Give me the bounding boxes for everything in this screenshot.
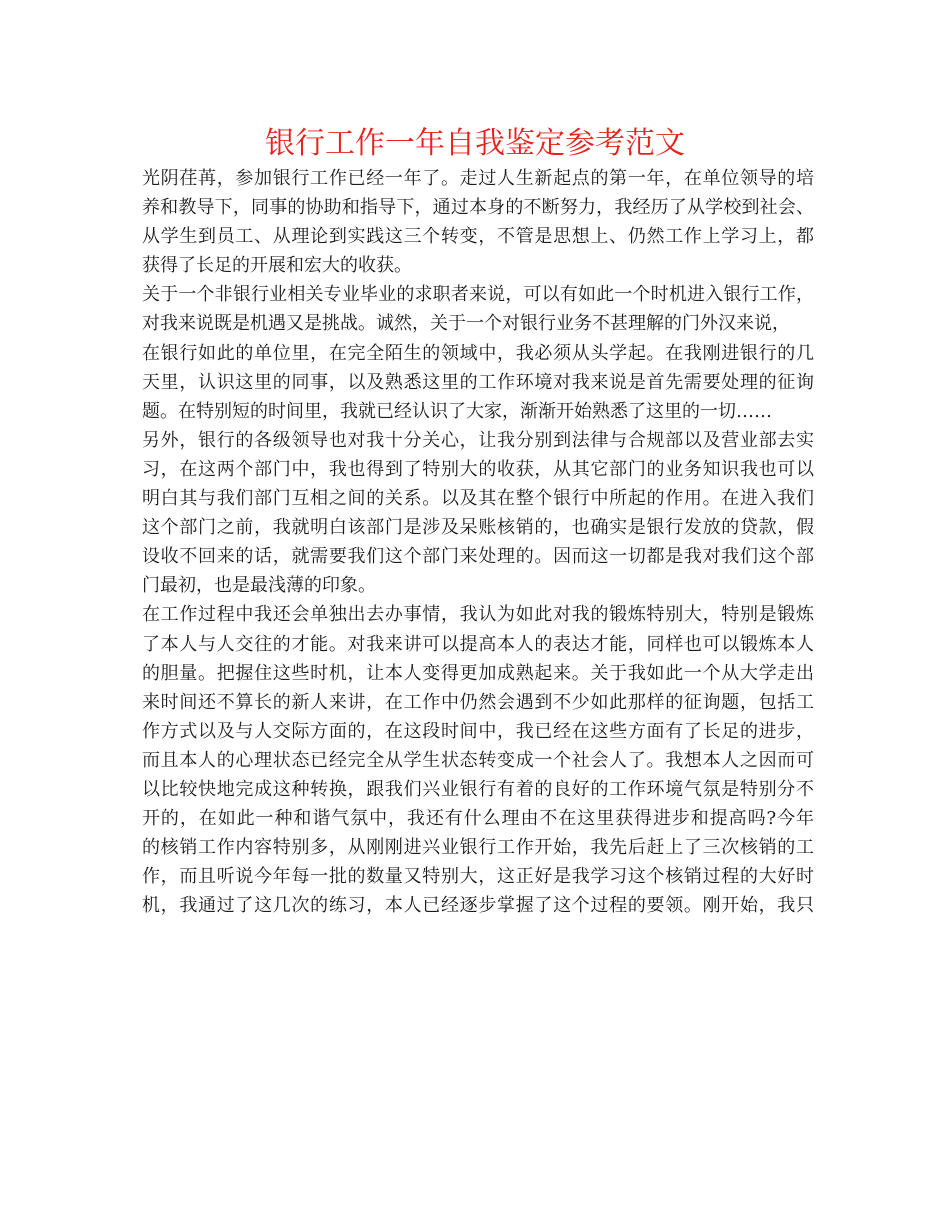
body-line: 这个部门之前，我就明白该部门是涉及呆账核销的，也确实是银行发放的贷款，假	[142, 517, 814, 539]
body-line: 天里，认识这里的同事，以及熟悉这里的工作环境对我来说是首先需要处理的征询	[142, 371, 814, 393]
body-line: 机，我通过了这几次的练习，本人已经逐步掌握了这个过程的要领。刚开始，我只	[142, 895, 814, 917]
body-line: 关于一个非银行业相关专业毕业的求职者来说，可以有如此一个时机进入银行工作，	[142, 284, 814, 306]
body-line: 的核销工作内容特别多，从刚刚进兴业银行工作开始，我先后赶上了三次核销的工	[142, 837, 814, 859]
body-line: 对我来说既是机遇又是挑战。诚然，关于一个对银行业务不甚理解的门外汉来说，	[142, 313, 790, 335]
document-body	[142, 164, 814, 920]
body-line: 了本人与人交往的才能。对我来讲可以提高本人的表达才能，同样也可以锻炼本人	[142, 633, 814, 655]
body-line: 明白其与我们部门互相之间的关系。以及其在整个银行中所起的作用。在进入我们	[142, 488, 814, 510]
document-title: 银行工作一年自我鉴定参考范文	[265, 126, 685, 161]
body-line: 习，在这两个部门中，我也得到了特别大的收获，从其它部门的业务知识我也可以	[142, 458, 814, 480]
body-line: 作，而且听说今年每一批的数量又特别大，这正好是我学习这个核销过程的大好时	[142, 866, 814, 888]
body-line: 门最初，也是最浅薄的印象。	[142, 575, 376, 597]
body-line: 光阴荏苒，参加银行工作已经一年了。走过人生新起点的第一年，在单位领导的培	[142, 168, 814, 189]
body-line: 以比较快地完成这种转换，跟我们兴业银行有着的良好的工作环境气氛是特别分不	[142, 778, 814, 800]
body-line: 来时间还不算长的新人来讲，在工作中仍然会遇到不少如此那样的征询题，包括工	[142, 691, 814, 713]
body-line: 作方式以及与人交际方面的，在这段时间中，我已经在这些方面有了长足的进步，	[142, 720, 814, 742]
body-line: 在工作过程中我还会单独出去办事情，我认为如此对我的锻炼特别大，特别是锻炼	[142, 604, 814, 626]
body-line: 从学生到员工、从理论到实践这三个转变，不管是思想上、仍然工作上学习上，都	[142, 226, 814, 248]
body-line: 获得了长足的开展和宏大的收获。	[142, 255, 412, 277]
body-line: 的胆量。把握住这些时机，让本人变得更加成熟起来。关于我如此一个从大学走出	[142, 662, 814, 684]
body-line: 而且本人的心理状态已经完全从学生状态转变成一个社会人了。我想本人之因而可	[142, 749, 814, 771]
body-line: 开的，在如此一种和谐气氛中，我还有什么理由不在这里获得进步和提高吗?今年	[142, 808, 814, 830]
body-line: 题。在特别短的时间里，我就已经认识了大家，渐渐开始熟悉了这里的一切……	[142, 400, 772, 422]
body-line: 在银行如此的单位里，在完全陌生的领域中，我必须从头学起。在我刚进银行的几	[142, 342, 814, 364]
body-line: 另外，银行的各级领导也对我十分关心，让我分别到法律与合规部以及营业部去实	[142, 429, 814, 451]
body-line: 设收不回来的话，就需要我们这个部门来处理的。因而这一切都是我对我们这个部	[142, 546, 814, 568]
body-line: 养和教导下，同事的协助和指导下，通过本身的不断努力，我经历了从学校到社会、	[142, 197, 814, 219]
